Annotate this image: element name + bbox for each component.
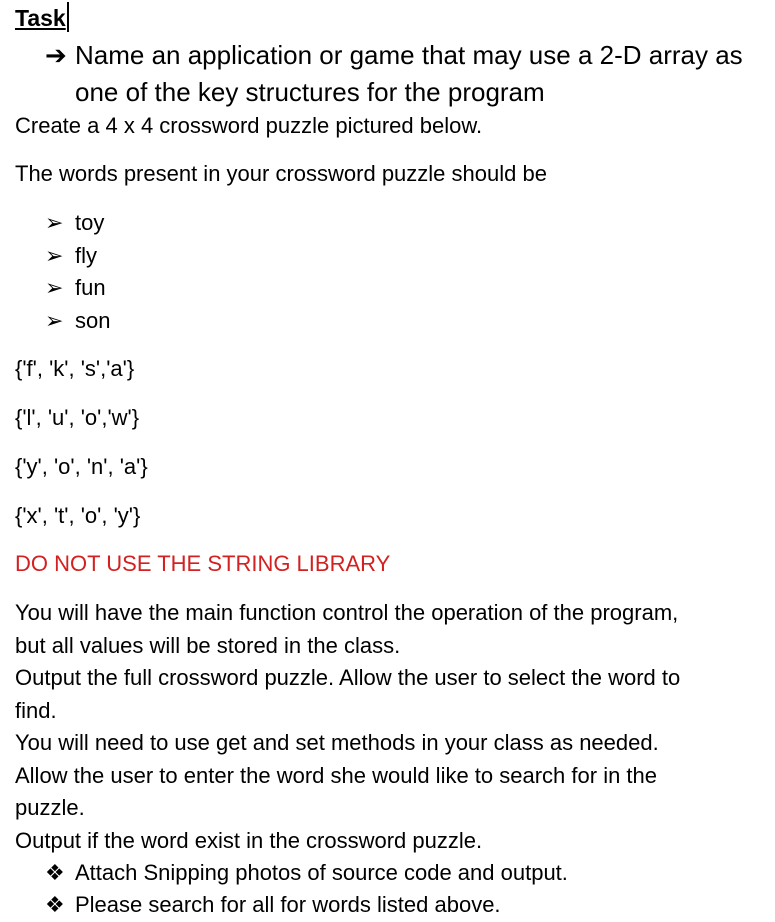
arrowhead-bullet-icon: ➢ — [45, 308, 64, 333]
word-text: fun — [75, 275, 106, 300]
words-intro-text: The words present in your crossword puzzle should be — [15, 161, 547, 186]
grid-row: {'x', 't', 'o', 'y'} — [15, 503, 141, 528]
word-item — [45, 206, 104, 239]
question-line-1 — [45, 37, 743, 73]
paragraph-line: Output the full crossword puzzle. Allow the user to select the word to — [15, 665, 681, 690]
paragraph-line: Output if the word exist in the crossword puzzle. — [15, 828, 483, 853]
final-bullet-item — [45, 888, 501, 921]
text-cursor — [67, 2, 69, 32]
paragraph-line: You will need to use get and set methods in your class as needed. — [15, 730, 659, 755]
paragraph-line: find. — [15, 698, 57, 723]
final-bullet-text: Attach Snipping photos of source code and output. — [75, 860, 568, 885]
intro-text: Create a 4 x 4 crossword puzzle pictured below. — [15, 113, 483, 138]
warning-text: DO NOT USE THE STRING LIBRARY — [15, 551, 391, 576]
question-text-1: Name an application or game that may use a 2-D array as — [75, 40, 743, 70]
word-item — [45, 239, 97, 272]
paragraph-line: but all values will be stored in the class. — [15, 633, 401, 658]
word-item — [45, 304, 110, 337]
final-bullet-text: Please search for all for words listed above. — [75, 892, 501, 917]
paragraph-line: puzzle. — [15, 795, 85, 820]
arrowhead-bullet-icon: ➢ — [45, 210, 64, 235]
word-text: toy — [75, 210, 105, 235]
word-text: son — [75, 308, 111, 333]
grid-row: {'f', 'k', 's','a'} — [15, 356, 135, 381]
grid-row: {'y', 'o', 'n', 'a'} — [15, 454, 148, 479]
diamond-bullet-icon: ❖ — [45, 860, 65, 885]
question-line-2: one of the key structures for the program — [75, 77, 545, 107]
right-arrow-icon: ➔ — [45, 40, 67, 70]
final-bullet-item — [45, 856, 568, 889]
diamond-bullet-icon: ❖ — [45, 892, 65, 917]
arrowhead-bullet-icon: ➢ — [45, 243, 64, 268]
grid-row: {'l', 'u', 'o','w'} — [15, 405, 140, 430]
task-title: Task — [15, 2, 69, 35]
word-item — [45, 271, 106, 304]
word-text: fly — [75, 243, 97, 268]
arrowhead-bullet-icon: ➢ — [45, 275, 64, 300]
paragraph-line: You will have the main function control the operation of the program, — [15, 600, 679, 625]
paragraph-line: Allow the user to enter the word she would like to search for in the — [15, 763, 658, 788]
